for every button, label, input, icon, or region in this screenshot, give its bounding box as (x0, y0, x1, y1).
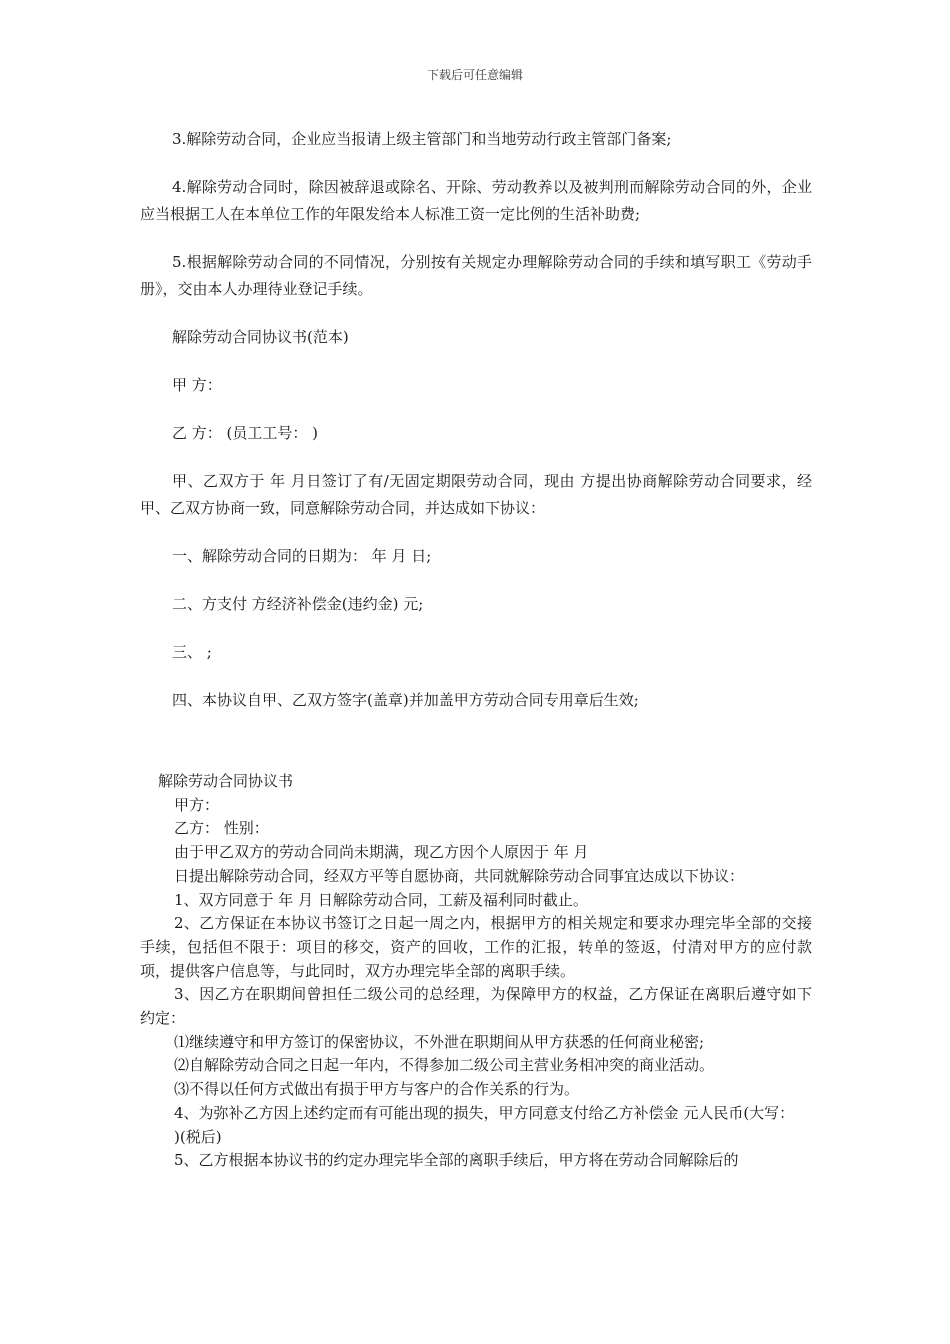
clause-4: 四、本协议自甲、乙双方签字(盖章)并加盖甲方劳动合同专用章后生效; (172, 691, 639, 709)
template-title: 解除劳动合同协议书(范本) (172, 328, 349, 346)
negotiation-line: 日提出解除劳动合同，经双方平等自愿协商，共同就解除劳动合同事宜达成以下协议： (174, 866, 745, 885)
party-a-field: 甲 方： (172, 376, 222, 394)
clause-1: 一、解除劳动合同的日期为： 年 月 日; (172, 547, 432, 565)
party-a-line: 甲方： (174, 795, 220, 814)
agreement-item-1: 1、双方同意于 年 月 日解除劳动合同，工薪及福利同时截止。 (174, 890, 588, 909)
agreement-title: 解除劳动合同协议书 (158, 772, 294, 790)
reason-line: 由于甲乙双方的劳动合同尚未期满，现乙方因个人原因于 年 月 (174, 843, 589, 862)
contract-termination-section (140, 126, 812, 735)
agreement-intro: 甲、乙双方于 年 月日签订了有/无固定期限劳动合同，现由 方提出协商解除劳动合同要求，经甲、乙双方协商一致，同意解除劳动合同，并达成如下协议： (140, 472, 812, 517)
sub-item-1: ⑴继续遵守和甲方签订的保密协议，不外泄在职期间从甲方获悉的任何商业秘密; (174, 1032, 705, 1051)
agreement-item-4: 4、为弥补乙方因上述约定而有可能出现的损失，甲方同意支付给乙方补偿金 元人民币(大写： (174, 1103, 795, 1122)
sub-item-3: ⑶不得以任何方式做出有损于甲方与客户的合作关系的行为。 (174, 1080, 580, 1099)
agreement-section (140, 770, 812, 1173)
clause-2: 二、方支付 方经济补偿金(违约金) 元; (172, 595, 424, 613)
paragraph-procedures: 5.根据解除劳动合同的不同情况，分别按有关规定办理解除劳动合同的手续和填写职工《劳动手册》，交由本人办理待业登记手续。 (140, 253, 812, 298)
clause-3: 三、 ; (172, 643, 212, 661)
paragraph-filing: 3.解除劳动合同，企业应当报请上级主管部门和当地劳动行政主管部门备案; (172, 130, 672, 148)
party-b-field: 乙 方： (员工工号： ) (172, 424, 319, 442)
agreement-item-2: 2、乙方保证在本协议书签订之日起一周之内，根据甲方的相关规定和要求办理完毕全部的交接手续，包括但不限于：项目的移交，资产的回收，工作的汇报，转单的签返，付清对甲方的应付款项，提供客户信息等，与此同时，双方办理完毕全部的离职手续。 (140, 914, 812, 980)
party-b-line: 乙方： 性别： (174, 819, 269, 838)
page-header-note: 下载后可任意编辑 (426, 68, 523, 82)
paragraph-living-allowance: 4.解除劳动合同时，除因被辞退或除名、开除、劳动教养以及被判刑而解除劳动合同的外，企业应当根据工人在本单位工作的年限发给本人标准工资一定比例的生活补助费; (140, 178, 812, 223)
agreement-item-5: 5、乙方根据本协议书的约定办理完毕全部的离职手续后，甲方将在劳动合同解除后的 (174, 1151, 739, 1170)
tax-note-line: )(税后) (174, 1127, 222, 1146)
sub-item-2: ⑵自解除劳动合同之日起一年内，不得参加二级公司主营业务相冲突的商业活动。 (174, 1056, 715, 1075)
agreement-item-3: 3、因乙方在职期间曾担任二级公司的总经理，为保障甲方的权益，乙方保证在离职后遵守如下约定： (140, 985, 812, 1028)
